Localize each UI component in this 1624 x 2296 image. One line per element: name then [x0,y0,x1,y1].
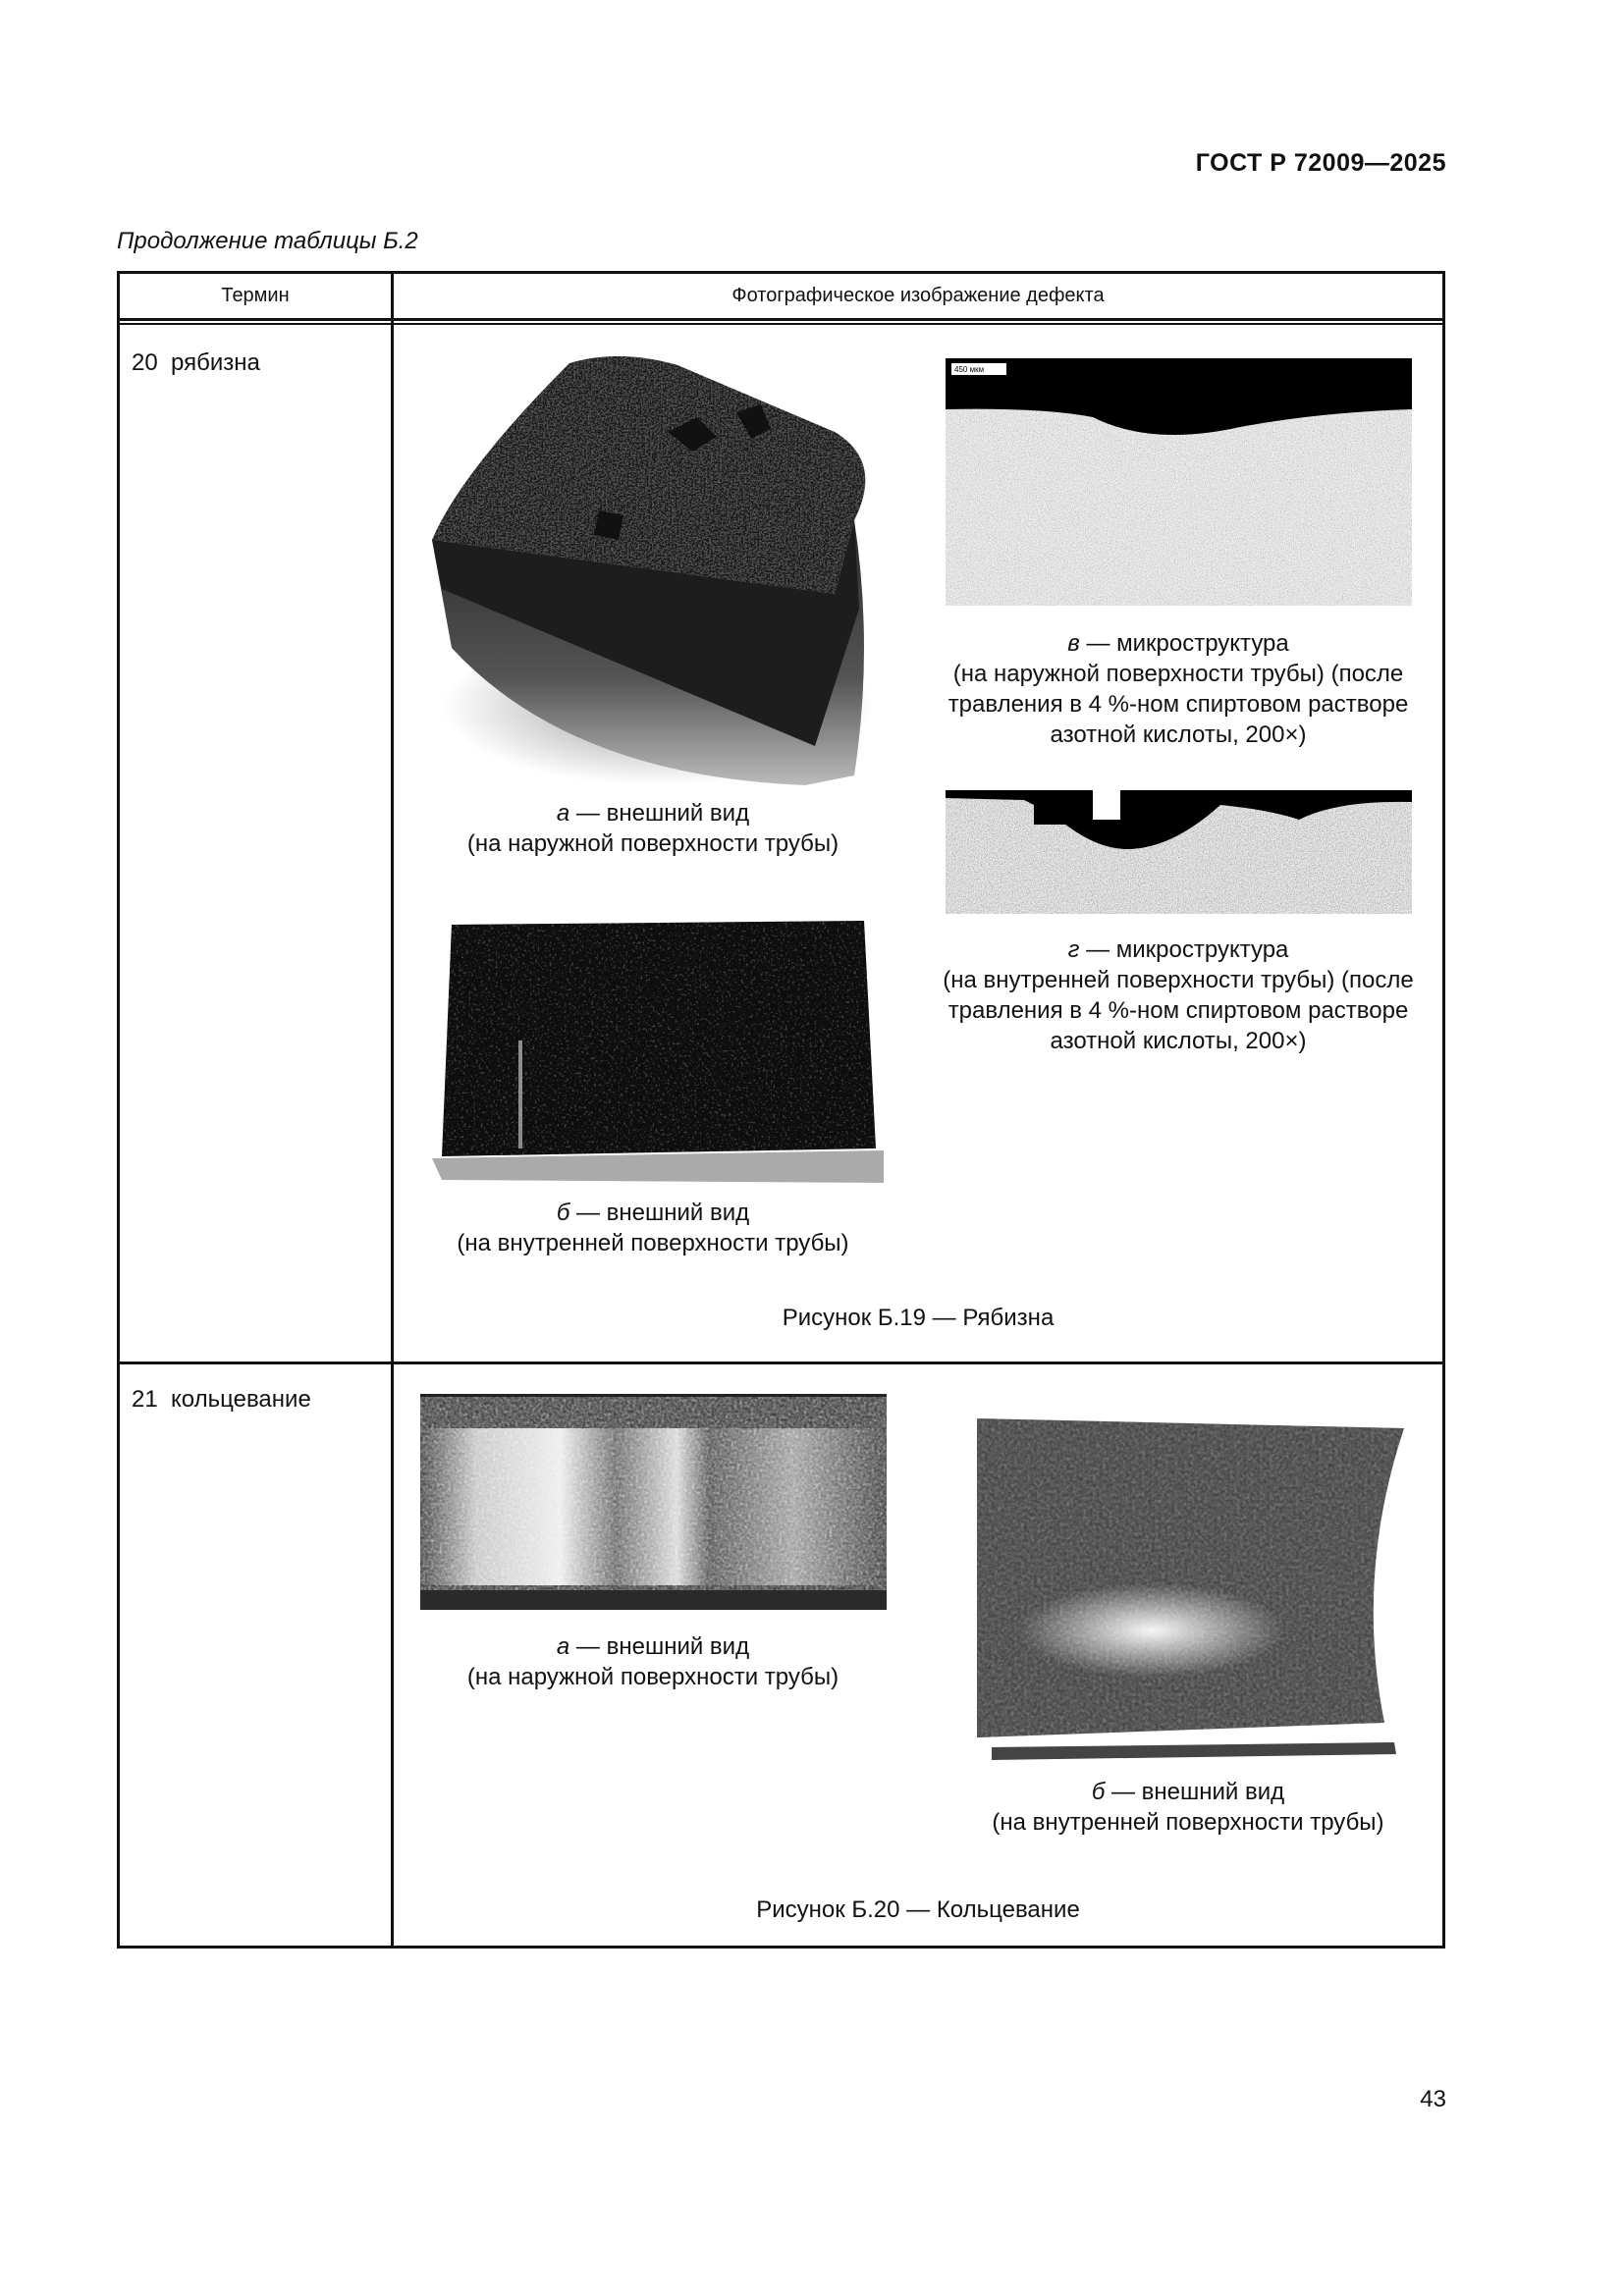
row-separator [117,1362,1445,1364]
micrograph-inner-surface [946,790,1412,914]
header-rule-1 [117,318,1445,321]
photo-inner-surface-ringing [972,1399,1404,1772]
table-continuation-label: Продолжение таблицы Б.2 [117,228,418,254]
table-border-bottom [117,1946,1445,1949]
caption-a: а — внешний вид (на наружной поверхности трубы) [466,800,839,857]
header-term: Термин [221,285,290,306]
header-rule-2 [117,323,1445,325]
caption-b: б — внешний вид (на внутренней поверхности трубы) [457,1200,849,1256]
photo-outer-surface-ringing [420,1394,887,1610]
table-border-left [117,271,120,1949]
caption-v: в — микроструктура (на наружной поверхности трубы) (после травления в 4 %-ном спиртовом растворе азотной кислоты, 200×) [947,630,1409,748]
figure-caption: Рисунок Б.19 — Рябизна [782,1305,1055,1331]
table-border-right [1442,271,1445,1949]
header-photo: Фотографическое изображение дефекта [731,285,1105,306]
photo-outer-surface-cube [422,353,884,785]
photo-inner-surface-plate [432,913,884,1188]
caption-g: г — микроструктура (на внутренней поверхности трубы) (после травления в 4 %-ном спиртовом растворе азотной кислоты, 200×) [943,936,1414,1054]
figure-caption: Рисунок Б.20 — Кольцевание [756,1896,1080,1923]
page-number: 43 [1420,2086,1446,2112]
column-divider [391,271,394,1949]
term-label: 20 рябизна [132,349,260,376]
standard-id: ГОСТ Р 72009—2025 [1195,149,1446,177]
micrograph-outer-surface [946,358,1412,606]
scale-bar-label: 450 мкм [954,365,985,374]
table-border-top [117,271,1445,274]
caption-b: б — внешний вид (на внутренней поверхности трубы) [992,1779,1384,1836]
caption-a: а — внешний вид (на наружной поверхности трубы) [466,1633,839,1690]
term-label: 21 кольцевание [132,1386,311,1413]
